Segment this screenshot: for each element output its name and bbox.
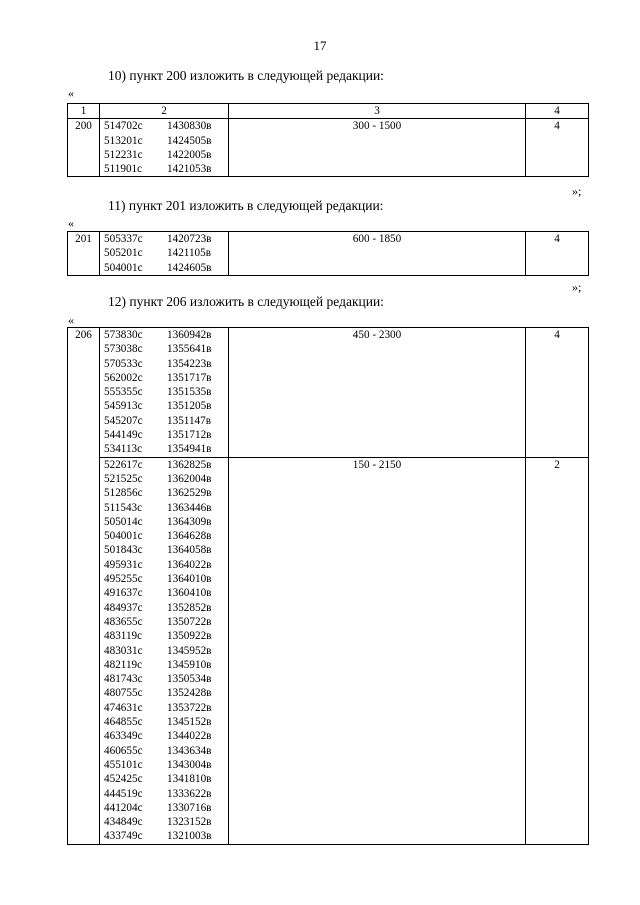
quote-open: « bbox=[68, 216, 74, 230]
latitude-value: 482119с bbox=[104, 658, 143, 671]
quote-open: « bbox=[68, 313, 74, 327]
latitude-value: 511901с bbox=[104, 163, 143, 176]
coordinates-cell bbox=[100, 457, 229, 844]
table-header-row bbox=[68, 104, 589, 119]
longitude-value: 1323152в bbox=[167, 816, 212, 829]
longitude-value: 1362004в bbox=[167, 472, 212, 485]
column-4-cell: 4 bbox=[526, 328, 589, 458]
longitude-value: 1351712в bbox=[167, 429, 212, 442]
longitude-value: 1345152в bbox=[167, 716, 212, 729]
coordinate-pair bbox=[100, 815, 228, 829]
longitude-value: 1333622в bbox=[167, 787, 212, 800]
item-number-cell: 206 bbox=[68, 328, 100, 845]
longitude-value: 1352852в bbox=[167, 601, 212, 614]
coordinate-pair bbox=[100, 586, 228, 600]
longitude-value: 1351147в bbox=[167, 414, 212, 427]
coordinate-pair bbox=[100, 119, 228, 133]
coordinate-pair bbox=[100, 758, 228, 772]
coordinate-pair bbox=[100, 629, 228, 643]
latitude-value: 463349с bbox=[104, 730, 143, 743]
latitude-value: 512231с bbox=[104, 148, 143, 161]
longitude-value: 1362825в bbox=[167, 458, 212, 471]
longitude-value: 1421105в bbox=[167, 247, 212, 260]
longitude-value: 1422005в bbox=[167, 148, 212, 161]
quote-close: »; bbox=[572, 184, 582, 198]
item-number-cell: 200 bbox=[68, 119, 100, 177]
latitude-value: 521525с bbox=[104, 472, 143, 485]
latitude-value: 452425с bbox=[104, 773, 143, 786]
latitude-value: 481743с bbox=[104, 673, 143, 686]
coordinate-pair bbox=[100, 148, 228, 162]
latitude-value: 514702с bbox=[104, 120, 143, 133]
coordinate-pair bbox=[100, 829, 228, 843]
table-row bbox=[68, 457, 589, 844]
longitude-value: 1344022в bbox=[167, 730, 212, 743]
longitude-value: 1350922в bbox=[167, 630, 212, 643]
latitude-value: 505337с bbox=[104, 233, 143, 245]
coordinate-pair bbox=[100, 672, 228, 686]
longitude-value: 1430830в bbox=[167, 120, 212, 133]
latitude-value: 460655с bbox=[104, 744, 143, 757]
latitude-value: 483031с bbox=[104, 644, 143, 657]
coordinate-pair bbox=[100, 558, 228, 572]
coordinate-pair bbox=[100, 543, 228, 557]
latitude-value: 495255с bbox=[104, 573, 143, 586]
latitude-value: 562002с bbox=[104, 371, 143, 384]
coordinate-pair bbox=[100, 772, 228, 786]
table-item-201 bbox=[67, 231, 589, 276]
coordinate-pair bbox=[100, 472, 228, 486]
coordinate-pair bbox=[100, 515, 228, 529]
coordinates-cell bbox=[100, 232, 229, 276]
range-cell: 450 - 2300 bbox=[229, 328, 526, 458]
latitude-value: 483119с bbox=[104, 630, 143, 643]
longitude-value: 1353722в bbox=[167, 701, 212, 714]
coordinate-pair bbox=[100, 572, 228, 586]
longitude-value: 1354941в bbox=[167, 443, 212, 456]
coordinate-pair bbox=[100, 644, 228, 658]
longitude-value: 1321003в bbox=[167, 830, 212, 843]
latitude-value: 544149с bbox=[104, 429, 143, 442]
coordinate-pair bbox=[100, 342, 228, 356]
coordinate-pair bbox=[100, 232, 228, 246]
latitude-value: 504001с bbox=[104, 530, 143, 543]
coordinates-cell bbox=[100, 328, 229, 458]
latitude-value: 570533с bbox=[104, 357, 143, 370]
coordinate-pair bbox=[100, 801, 228, 815]
quote-open: « bbox=[68, 86, 74, 100]
longitude-value: 1362529в bbox=[167, 487, 212, 500]
longitude-value: 1345910в bbox=[167, 658, 212, 671]
column-4-cell: 4 bbox=[526, 232, 589, 276]
table-item-206 bbox=[67, 327, 589, 845]
coordinate-pair bbox=[100, 601, 228, 615]
coordinate-pair bbox=[100, 686, 228, 700]
longitude-value: 1343634в bbox=[167, 744, 212, 757]
longitude-value: 1424605в bbox=[167, 261, 212, 274]
latitude-value: 434849с bbox=[104, 816, 143, 829]
longitude-value: 1351535в bbox=[167, 386, 212, 399]
coordinate-pair bbox=[100, 261, 228, 275]
coordinate-pair bbox=[100, 385, 228, 399]
latitude-value: 480755с bbox=[104, 687, 143, 700]
table-row bbox=[68, 328, 589, 458]
longitude-value: 1421053в bbox=[167, 163, 212, 176]
longitude-value: 1341810в bbox=[167, 773, 212, 786]
longitude-value: 1351205в bbox=[167, 400, 212, 413]
coordinate-pair bbox=[100, 658, 228, 672]
table-item-200 bbox=[67, 103, 589, 177]
latitude-value: 512856с bbox=[104, 487, 143, 500]
coordinate-pair bbox=[100, 701, 228, 715]
latitude-value: 555355с bbox=[104, 386, 143, 399]
range-cell: 600 - 1850 bbox=[229, 232, 526, 276]
header-cell-4: 4 bbox=[526, 104, 589, 119]
coordinate-pair bbox=[100, 371, 228, 385]
latitude-value: 504001с bbox=[104, 261, 143, 274]
longitude-value: 1364058в bbox=[167, 544, 212, 557]
item-number-cell: 201 bbox=[68, 232, 100, 276]
longitude-value: 1364010в bbox=[167, 573, 212, 586]
section-heading-12: 12) пункт 206 изложить в следующей редакции: bbox=[108, 294, 384, 309]
coordinate-pair bbox=[100, 458, 228, 472]
longitude-value: 1363446в bbox=[167, 501, 212, 514]
coordinate-pair bbox=[100, 729, 228, 743]
coordinate-pair bbox=[100, 357, 228, 371]
latitude-value: 464855с bbox=[104, 716, 143, 729]
coordinate-pair bbox=[100, 744, 228, 758]
coordinate-pair bbox=[100, 442, 228, 456]
coordinate-pair bbox=[100, 246, 228, 260]
latitude-value: 491637с bbox=[104, 587, 143, 600]
longitude-value: 1343004в bbox=[167, 758, 212, 771]
longitude-value: 1350534в bbox=[167, 673, 212, 686]
coordinate-pair bbox=[100, 529, 228, 543]
coordinate-pair bbox=[100, 328, 228, 342]
latitude-value: 545207с bbox=[104, 414, 143, 427]
coordinate-pair bbox=[100, 399, 228, 413]
longitude-value: 1364022в bbox=[167, 558, 212, 571]
longitude-value: 1360942в bbox=[167, 329, 212, 341]
longitude-value: 1424505в bbox=[167, 134, 212, 147]
longitude-value: 1420723в bbox=[167, 233, 212, 245]
latitude-value: 444519с bbox=[104, 787, 143, 800]
table-row bbox=[68, 232, 589, 276]
latitude-value: 441204с bbox=[104, 801, 143, 814]
coordinate-pair bbox=[100, 501, 228, 515]
coordinate-pair bbox=[100, 486, 228, 500]
latitude-value: 505201с bbox=[104, 247, 143, 260]
longitude-value: 1364628в bbox=[167, 530, 212, 543]
header-cell-3: 3 bbox=[229, 104, 526, 119]
latitude-value: 511543с bbox=[104, 501, 143, 514]
header-cell-1: 1 bbox=[68, 104, 100, 119]
coordinates-cell bbox=[100, 119, 229, 177]
section-heading-10: 10) пункт 200 изложить в следующей редакции: bbox=[108, 68, 384, 83]
latitude-value: 513201с bbox=[104, 134, 143, 147]
coordinate-pair bbox=[100, 428, 228, 442]
latitude-value: 495931с bbox=[104, 558, 143, 571]
latitude-value: 545913с bbox=[104, 400, 143, 413]
coordinate-pair bbox=[100, 787, 228, 801]
latitude-value: 501843с bbox=[104, 544, 143, 557]
coordinate-pair bbox=[100, 162, 228, 176]
coordinate-pair bbox=[100, 414, 228, 428]
longitude-value: 1360410в bbox=[167, 587, 212, 600]
column-4-cell: 4 bbox=[526, 119, 589, 177]
quote-close: »; bbox=[572, 280, 582, 294]
latitude-value: 484937с bbox=[104, 601, 143, 614]
longitude-value: 1330716в bbox=[167, 801, 212, 814]
coordinate-pair bbox=[100, 615, 228, 629]
latitude-value: 573830с bbox=[104, 329, 143, 341]
header-cell-2: 2 bbox=[100, 104, 229, 119]
longitude-value: 1355641в bbox=[167, 343, 212, 356]
latitude-value: 505014с bbox=[104, 515, 143, 528]
latitude-value: 455101с bbox=[104, 758, 143, 771]
column-4-cell: 2 bbox=[526, 457, 589, 844]
longitude-value: 1351717в bbox=[167, 371, 212, 384]
latitude-value: 433749с bbox=[104, 830, 143, 843]
longitude-value: 1352428в bbox=[167, 687, 212, 700]
range-cell: 150 - 2150 bbox=[229, 457, 526, 844]
longitude-value: 1354223в bbox=[167, 357, 212, 370]
latitude-value: 522617с bbox=[104, 458, 143, 471]
longitude-value: 1364309в bbox=[167, 515, 212, 528]
latitude-value: 483655с bbox=[104, 615, 143, 628]
coordinate-pair bbox=[100, 134, 228, 148]
page-number: 17 bbox=[313, 38, 327, 53]
latitude-value: 573038с bbox=[104, 343, 143, 356]
range-cell: 300 - 1500 bbox=[229, 119, 526, 177]
table-row bbox=[68, 119, 589, 177]
section-heading-11: 11) пункт 201 изложить в следующей редакции: bbox=[108, 198, 384, 213]
coordinate-pair bbox=[100, 715, 228, 729]
latitude-value: 474631с bbox=[104, 701, 143, 714]
longitude-value: 1345952в bbox=[167, 644, 212, 657]
latitude-value: 534113с bbox=[104, 443, 143, 456]
longitude-value: 1350722в bbox=[167, 615, 212, 628]
